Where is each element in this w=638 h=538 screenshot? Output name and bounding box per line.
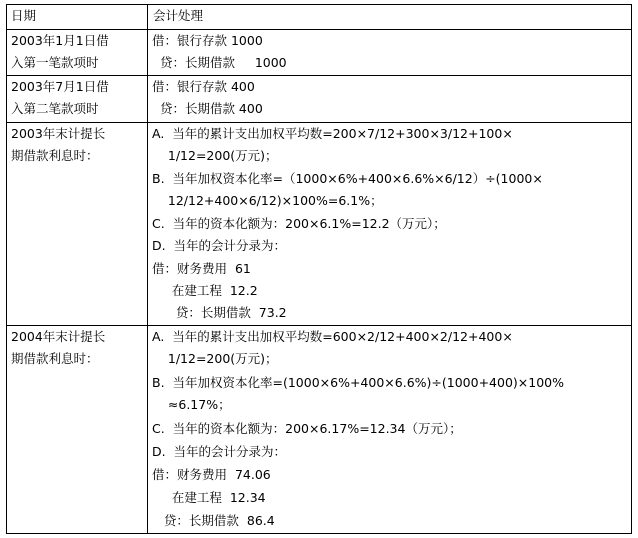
accounting-table: [6, 4, 632, 534]
header-treatment: 会计处理: [153, 8, 204, 23]
row4-line-b: B. 当年加权资本化率=(1000×6%+400×6.6%)÷(1000+400)×100%: [152, 375, 564, 390]
row2-credit: 贷：长期借款 400: [152, 101, 263, 116]
row1-debit: 借：银行存款 1000: [152, 33, 263, 48]
row4-line-d: D. 当年的会计分录为：: [152, 444, 287, 459]
row3-line-a: A. 当年的累计支出加权平均数=200×7/12+300×3/12+100×: [152, 126, 513, 141]
row4-line-c: C. 当年的资本化额为：200×6.17%=12.34（万元）；: [152, 421, 462, 436]
row3-line-a-cont: 1/12=200(万元)；: [152, 148, 278, 163]
rule-right: [631, 4, 632, 534]
row1-date-line2: 入第一笔款项时: [11, 55, 99, 70]
row4-credit: 贷：长期借款 86.4: [152, 513, 275, 528]
row4-date-line2: 期借款利息时：: [11, 351, 99, 366]
rule-bottom: [6, 533, 632, 534]
row1-credit: 贷：长期借款 1000: [152, 55, 287, 70]
row2-date-line1: 2003年7月1日借: [11, 79, 109, 94]
row4-debit-construction: 在建工程 12.34: [152, 490, 266, 505]
row1-date-line1: 2003年1月1日借: [11, 33, 109, 48]
row3-debit-expense: 借：财务费用 61: [152, 261, 251, 276]
row2-date-line2: 入第二笔款项时: [11, 101, 99, 116]
rule-divider: [147, 4, 148, 534]
row4-line-b-cont: ≈6.17%；: [152, 397, 231, 412]
row3-date-line2: 期借款利息时：: [11, 148, 99, 163]
row3-line-b-cont: 12/12+400×6/12)×100%=6.1%；: [152, 193, 383, 208]
rule-top: [6, 4, 632, 5]
header-date: 日期: [11, 8, 37, 23]
row4-line-a-cont: 1/12=200(万元)；: [152, 351, 278, 366]
row4-line-a: A. 当年的累计支出加权平均数=600×2/12+400×2/12+400×: [152, 329, 513, 344]
row4-date-line1: 2004年末计提长: [11, 329, 106, 344]
row2-debit: 借：银行存款 400: [152, 79, 255, 94]
row3-line-c: C. 当年的资本化额为：200×6.1%=12.2（万元）；: [152, 216, 446, 231]
row4-debit-expense: 借：财务费用 74.06: [152, 467, 271, 482]
rule-left: [6, 4, 7, 534]
row3-date-line1: 2003年末计提长: [11, 126, 106, 141]
row3-debit-construction: 在建工程 12.2: [152, 283, 258, 298]
row3-line-d: D. 当年的会计分录为：: [152, 238, 287, 253]
row3-credit: 贷：长期借款 73.2: [152, 305, 287, 320]
row3-line-b: B. 当年加权资本化率=（1000×6%+400×6.6%×6/12）÷(1000×: [152, 171, 543, 186]
